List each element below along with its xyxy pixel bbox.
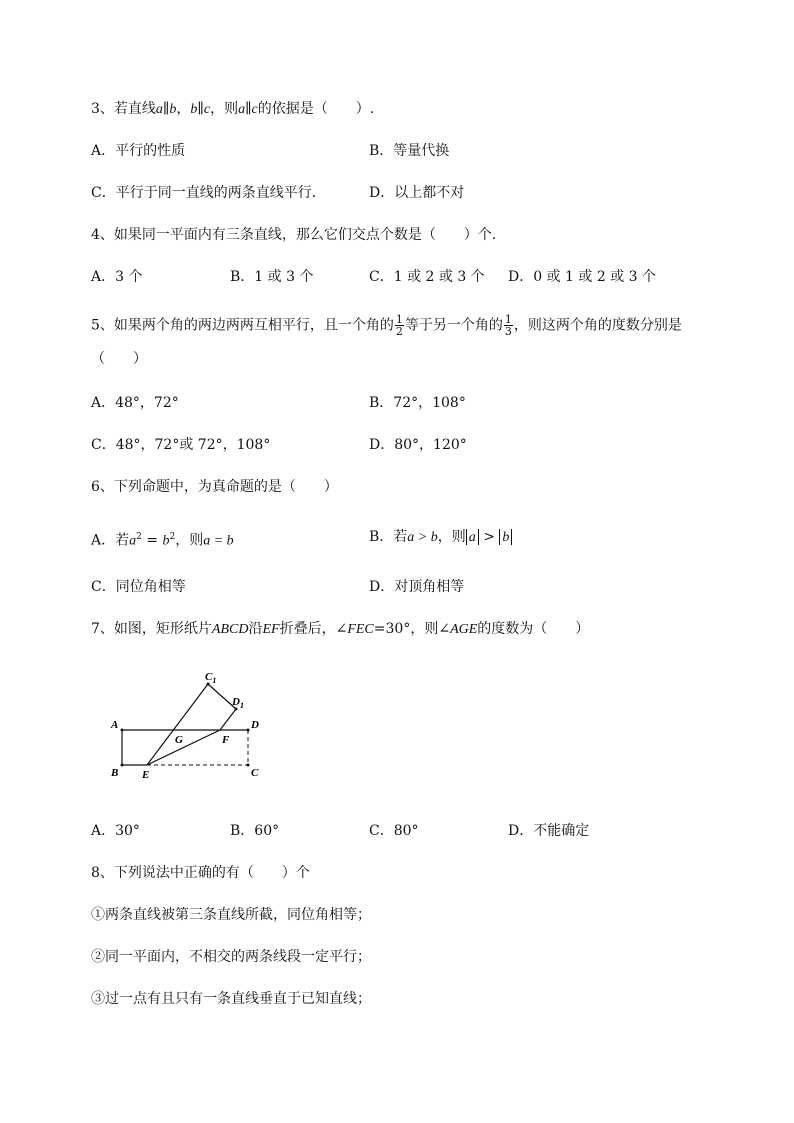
label-d1 — [231, 696, 244, 710]
q5-frac1-den: 2 — [395, 325, 403, 338]
q5-fraction-half — [395, 314, 404, 337]
q5-stem-line2: （ ） — [91, 351, 147, 367]
q6-a-var-a: a — [129, 533, 137, 549]
point-c — [247, 764, 250, 767]
label-d1-sub: 1 — [239, 701, 244, 710]
q4-option-d: D．0 或 1 或 2 或 3 个 — [508, 269, 657, 285]
q3-prefix: 3、若直线 — [91, 101, 156, 117]
q5-option-c: C．48°，72°或 72°，108° — [91, 437, 271, 453]
label-g: G — [175, 734, 183, 746]
q6-a-eq: = — [141, 532, 163, 549]
label-c1-sub: 1 — [212, 676, 217, 685]
q7-stem-pre: 7、如图，矩形纸片 — [91, 621, 212, 637]
edge-ec1 — [147, 684, 208, 765]
q7-angle-age: AGE — [450, 622, 478, 637]
q7-option-c: C．80° — [369, 823, 419, 839]
q3-var-c2: c — [251, 102, 258, 117]
question-6-stem: 6、下列命题中，为真命题的是（ ） — [91, 479, 338, 495]
q5-frac2-num: 1 — [504, 313, 512, 326]
q3-parallel-symbol-2: ∥ — [197, 101, 204, 117]
q3-option-d: D．以上都不对 — [369, 185, 465, 201]
q7-option-d: D．不能确定 — [508, 823, 590, 839]
q3-var-b2: b — [190, 102, 198, 117]
q3-suffix: 的依据是（ ）. — [257, 101, 375, 117]
q5-fraction-third — [504, 314, 513, 337]
label-d: D — [251, 719, 259, 731]
q5-frac1-num: 1 — [395, 313, 403, 326]
q6-b-abs-b-var: b — [502, 530, 510, 545]
label-c: C — [251, 767, 259, 779]
label-b: B — [111, 767, 119, 779]
label-e: E — [142, 769, 150, 781]
q7-rect-name: ABCD — [211, 622, 249, 637]
label-f: F — [222, 734, 230, 746]
q5-option-d: D．80°，120° — [369, 437, 467, 453]
label-a: A — [111, 719, 119, 731]
q8-item-1: ①两条直线被第三条直线所截，同位角相等； — [91, 907, 371, 923]
question-4-stem: 4、如果同一平面内有三条直线，那么它们交点个数是（ ）个． — [91, 227, 506, 243]
q3-option-a: A．平行的性质 — [91, 143, 186, 159]
q6-b-mid: ，则 — [437, 529, 466, 545]
q6-option-a-label: A．若 — [91, 532, 130, 549]
q6-b-premise: a > b — [407, 530, 438, 545]
fold-line-ef — [147, 730, 220, 765]
q7-stem-mid3: =30°，则∠ — [373, 621, 451, 637]
q3-sep: ， — [176, 101, 191, 117]
q5-stem-pre: 5、如果两个角的两边两两互相平行，且一个角的 — [91, 317, 394, 334]
q6-b-abs-b — [499, 529, 512, 545]
q6-option-c: C．同位角相等 — [91, 579, 186, 595]
q7-fold-line: EF — [262, 622, 280, 637]
point-d — [247, 729, 250, 732]
q3-var-c: c — [203, 102, 211, 117]
label-c1 — [205, 671, 216, 685]
q4-option-c: C．1 或 2 或 3 个 — [369, 269, 485, 285]
q7-figure — [105, 668, 275, 787]
q6-b-gt: > — [478, 529, 500, 545]
q6-option-b — [369, 527, 512, 548]
q6-option-d: D．对顶角相等 — [369, 579, 465, 595]
question-8-stem: 8、下列说法中正确的有（ ）个 — [91, 865, 310, 881]
q5-option-a: A．48°，72° — [91, 395, 179, 411]
q3-sep-2: ，则 — [210, 101, 239, 117]
q3-var-b: b — [169, 102, 177, 117]
q3-parallel-symbol: ∥ — [162, 101, 170, 117]
q7-figure-svg — [105, 668, 275, 783]
q6-option-b-label: B．若 — [369, 529, 408, 545]
q8-item-3: ③过一点有且只有一条直线垂直于已知直线； — [91, 991, 371, 1007]
question-3-stem — [91, 99, 374, 120]
q7-stem-post: 的度数为（ ） — [477, 621, 590, 637]
question-7-stem — [91, 619, 589, 640]
edge-d1f — [220, 709, 236, 730]
q6-b-abs-a-var: a — [468, 530, 476, 545]
q5-stem-post: ，则这两个角的度数分别是 — [513, 317, 682, 334]
q3-option-b: B．等量代换 — [369, 143, 450, 159]
q5-frac2-den: 3 — [504, 325, 512, 338]
q3-var-a: a — [155, 102, 163, 117]
point-b — [121, 764, 124, 767]
q7-stem-mid2: 折叠后，∠ — [279, 621, 348, 637]
q4-option-a: A．3 个 — [91, 269, 143, 285]
q4-option-b: B．1 或 3 个 — [230, 269, 314, 285]
q6-a-exp2: 2 — [169, 532, 176, 542]
q6-b-abs-a — [466, 529, 479, 545]
q3-parallel-symbol-3: ∥ — [245, 101, 252, 117]
q6-option-a — [91, 527, 234, 552]
label-c1-letter: C — [205, 671, 213, 683]
label-d1-letter: D — [232, 696, 240, 708]
q8-item-2: ②同一平面内，不相交的两条线段一定平行； — [91, 949, 371, 965]
q7-option-a: A．30° — [91, 823, 140, 839]
q3-var-a2: a — [238, 102, 246, 117]
point-a — [121, 729, 124, 732]
question-5-stem — [91, 314, 682, 337]
q3-option-c: C．平行于同一直线的两条直线平行． — [91, 185, 326, 201]
q6-a-conclusion: a = b — [203, 533, 234, 549]
q7-angle-fec: FEC — [347, 622, 374, 637]
q6-a-mid: ，则 — [175, 532, 204, 549]
q6-a-exp1: 2 — [136, 532, 142, 542]
q6-a-var-b: b — [162, 533, 170, 549]
q5-stem-mid: 等于另一个角的 — [404, 317, 503, 334]
q7-option-b: B．60° — [230, 823, 280, 839]
q5-option-b: B．72°，108° — [369, 395, 466, 411]
q7-stem-mid1: 沿 — [248, 621, 263, 637]
